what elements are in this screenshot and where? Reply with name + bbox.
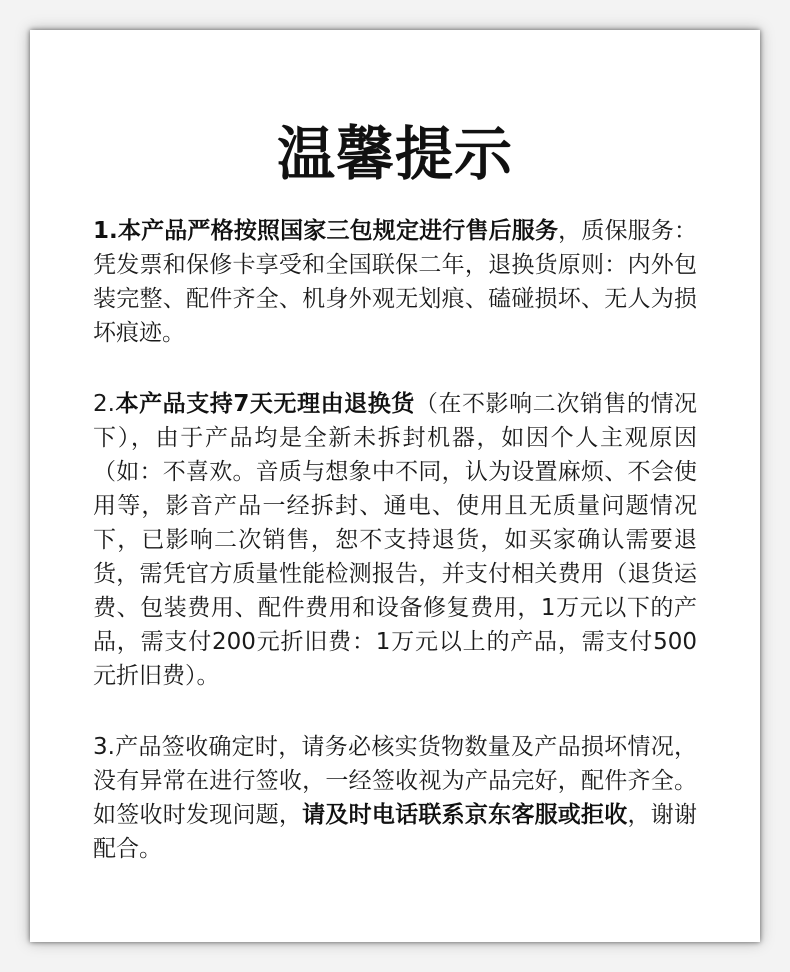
notice-body xyxy=(93,214,697,903)
notice-item-3 xyxy=(93,730,697,866)
notice-item-2 xyxy=(93,387,697,693)
notice-item-3-text: 3.产品签收确定时，请务必核实货物数量及产品损坏情况，没有异常在进行签收，一经签收视为产品完好，配件齐全。如签收时发现问题， xyxy=(93,734,697,828)
notice-item-2-bold: 本产品支持7天无理由退换货 xyxy=(114,391,415,417)
notice-item-3-tail: ，谢谢配合。 xyxy=(93,802,698,862)
notice-card xyxy=(30,30,760,942)
notice-item-3-bold: 请及时电话联系京东客服或拒收 xyxy=(302,802,628,828)
notice-item-1 xyxy=(93,214,697,350)
notice-item-2-text: （在不影响二次销售的情况下），由于产品均是全新未拆封机器，如因个人主观原因（如：不喜欢。音质与想象中不同，认为设置麻烦、不会使用等，影音产品一经拆封、通电、使用且无质量问题情况下，已影响二次销售，恕不支持退货，如买家确认需要退货，需凭官方质量性能检测报告，并支付相关费用（退货运费、包装费用、配件费用和设备修复费用，1万元以下的产品，需支付200元折旧费：1万元以上的产品，需支付500元折旧费）。 xyxy=(93,391,698,689)
notice-item-1-bold: 1.本产品严格按照国家三包规定进行售后服务 xyxy=(93,218,559,244)
notice-item-2-prefix: 2. xyxy=(93,391,115,417)
notice-title: 温馨提示 xyxy=(276,120,513,188)
notice-item-1-text: ，质保服务：凭发票和保修卡享受和全国联保二年，退换货原则：内外包装完整、配件齐全、机身外观无划痕、磕碰损坏、无人为损坏痕迹。 xyxy=(93,218,698,346)
